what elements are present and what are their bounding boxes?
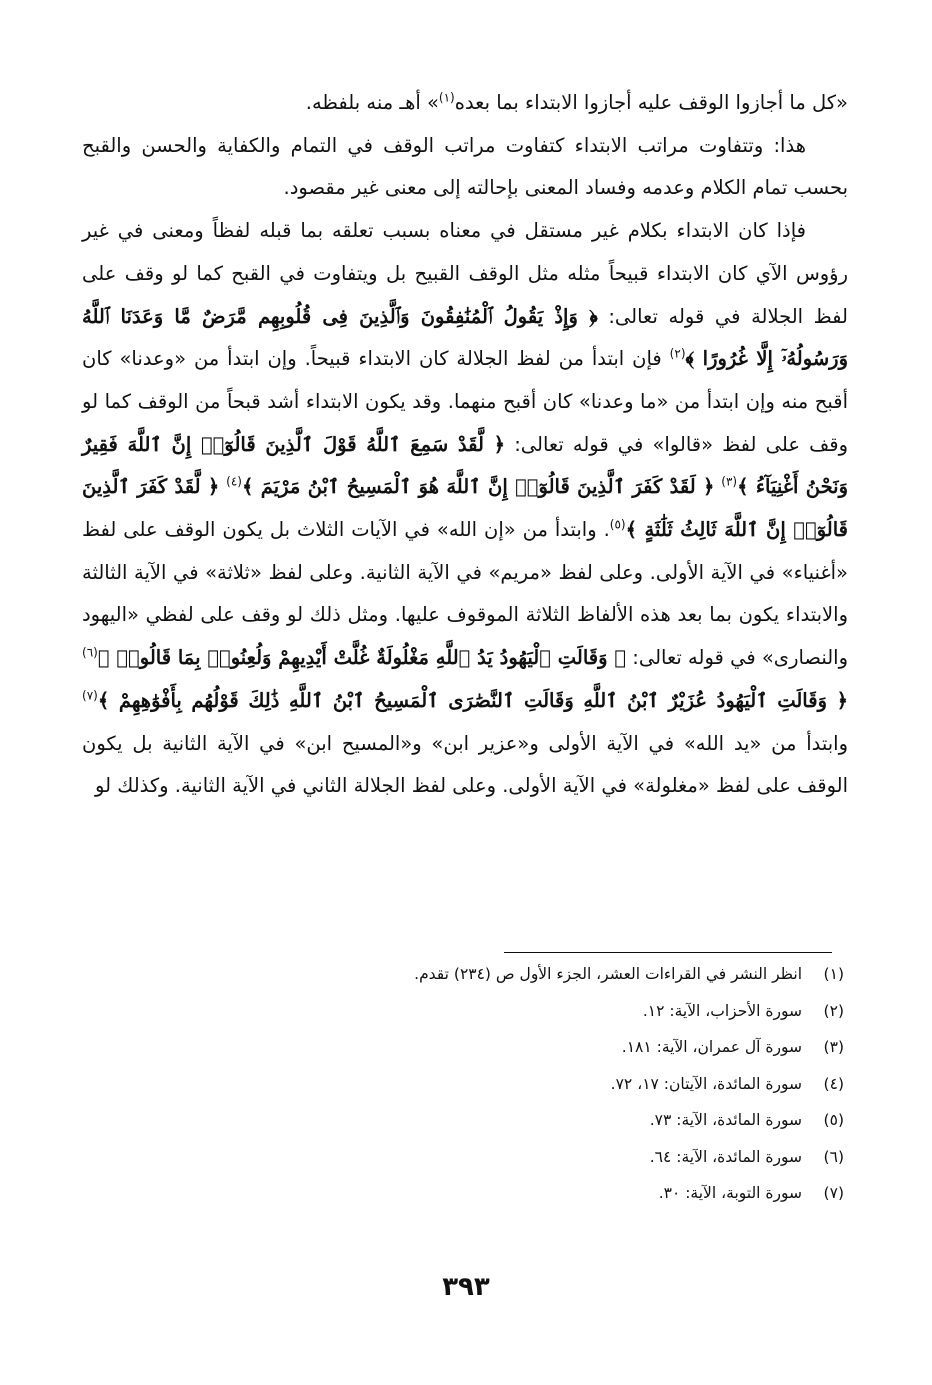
footnote xyxy=(284,956,844,993)
text-segment: . وابتدأ من «إن الله» في الآيات الثلاث بل يكون الوقف على لفظ «أغنياء» في الآية الأولى. وعلى لفظ «مريم» في الآية الثانية. وعلى لفظ «ثلاثة» في الآية الثالثة والابتداء يكون بما بعد هذه الألفاظ الثلاثة الموقوف عليها. ومثل ذلك لو وقف على لفظي «اليهود والنصارى» في قوله تعالى: xyxy=(82,518,849,670)
footnote xyxy=(284,1066,844,1103)
footnote-text: سورة المائدة، الآية: ٧٣. xyxy=(649,1111,802,1129)
footnotes-list xyxy=(284,956,844,1212)
footnote-text: سورة التوبة، الآية: ٣٠. xyxy=(658,1184,802,1202)
text-segment: «كل ما أجازوا الوقف عليه أجازوا الابتداء بما بعده xyxy=(454,91,848,114)
footnote-number: (٦) xyxy=(823,1147,844,1166)
footnote-text: سورة الأحزاب، الآية: ١٢. xyxy=(642,1001,802,1020)
text-segment: فإن ابتدأ من لفظ الجلالة كان الابتداء قبيحاً. وإن ابتدأ من «وعدنا» كان أقبح منه وإن ابتدأ من «ما وعدنا» كان أقبح منهما. وقد يكون الابتداء أشد قبحاً من الوقف كما لو وقف على لفظ «قالوا» في قوله تعالى: xyxy=(82,347,848,456)
footnote-number: (٧) xyxy=(823,1184,844,1202)
text-segment: فإذا كان الابتداء بكلام غير مستقل في معناه بسبب تعلقه بما قبله لفظاً ومعنى في غير رؤوس الآي كان الابتداء قبيحاً مثله مثل الوقف القبيح بل ويتفاوت في القبح كما لو وقف على لفظ الجلالة في قوله تعالى: xyxy=(82,219,848,328)
footnote-number: (٣) xyxy=(823,1038,844,1056)
footnote-ref: (٦) xyxy=(82,645,98,660)
footnote-number: (٥) xyxy=(823,1111,844,1129)
footnote-ref: (٧) xyxy=(82,688,98,703)
main-text xyxy=(82,82,848,808)
paragraph-2 xyxy=(82,125,848,210)
text-segment: » أهـ منه بلفظه. xyxy=(305,91,439,114)
footnote-separator xyxy=(504,952,832,953)
footnote xyxy=(284,993,844,1030)
footnote-number: (٤) xyxy=(823,1074,844,1093)
footnote-text: سورة آل عمران، الآية: ١٨١. xyxy=(621,1038,802,1056)
footnote xyxy=(284,1139,844,1176)
quran-verse: ﴿ وَإِذْ يَقُولُ ٱلْمُنَٰفِقُونَ وَٱلَّذِينَ فِى قُلُوبِهِم مَّرَضٌ مَّا وَعَدَنَا ٱللَّهُ وَرَسُولُهُۥٓ إِلَّا غُرُورًا ﴾ xyxy=(82,304,848,371)
footnote-ref: (٥) xyxy=(609,517,626,532)
paragraph-3 xyxy=(82,210,848,808)
footnote-text: سورة المائدة، الآيتان: ١٧، ٧٢. xyxy=(610,1074,802,1093)
text-segment: هذا: وتتفاوت مراتب الابتداء كتفاوت مراتب الوقف في التمام والكفاية والحسن والقبح بحسب تمام الكلام وعدمه وفساد المعنى بإحالته إلى معنى غير مقصود. xyxy=(82,133,848,200)
footnote xyxy=(284,1102,844,1139)
quran-verse: ﴿ لَّقَدْ كَفَرَ ٱلَّذِينَ قَالُوٓا۟ إِنَّ ٱللَّهَ ثَالِثُ ثَلَٰثَةٍ ﴾ xyxy=(82,475,848,542)
footnote-ref: (٢) xyxy=(669,346,686,361)
footnote xyxy=(284,1029,844,1066)
quran-verse: ﴿ لَّقَدْ سَمِعَ ٱللَّهُ قَوْلَ ٱلَّذِينَ قَالُوٓا۟ إِنَّ ٱللَّهَ فَقِيرٌ وَنَحْنُ أَغْنِيَآءُ ﴾ xyxy=(82,432,848,499)
footnote xyxy=(284,1175,844,1212)
footnote-number: (٢) xyxy=(823,1001,844,1020)
page-number: ٣٩٣ xyxy=(442,1272,490,1302)
quran-verse: ﴿ وَقَالَتِ ٱلْيَهُودُ عُزَيْرٌ ٱبْنُ ٱللَّهِ وَقَالَتِ ٱلنَّصَٰرَى ٱلْمَسِيحُ ٱبْنُ ٱللَّهِ ذَٰلِكَ قَوْلُهُم بِأَفْوَٰهِهِمْ ﴾ xyxy=(97,688,848,712)
footnote-number: (١) xyxy=(823,965,844,983)
text-segment: وابتدأ من «يد الله» في الآية الأولى و«عزير ابن» و«المسيح ابن» في الآية الثانية بل يكون الوقف على لفظ «مغلولة» في الآية الأولى. وعلى لفظ الجلالة الثاني في الآية الثانية. وكذلك لو xyxy=(82,731,848,798)
paragraph-1 xyxy=(82,82,848,125)
footnote-ref: (١) xyxy=(438,90,455,105)
footnote-ref: (٣) xyxy=(721,474,738,489)
quran-verse: ﴿ لَقَدْ كَفَرَ ٱلَّذِينَ قَالُوٓا۟ إِنَّ ٱللَّهَ هُوَ ٱلْمَسِيحُ ٱبْنُ مَرْيَمَ ﴾ xyxy=(241,475,715,499)
footnote-text: سورة المائدة، الآية: ٦٤. xyxy=(649,1147,802,1166)
quran-verse: ﴿ وَقَالَتِ ٱلْيَهُودُ يَدُ ٱللَّهِ مَغْلُولَةٌ غُلَّتْ أَيْدِيهِمْ وَلُعِنُوا۟ بِمَا قَالُوا۟ ﴾ xyxy=(97,646,627,670)
footnote-ref: (٤) xyxy=(226,474,242,489)
footnote-text: انظر النشر في القراءات العشر، الجزء الأول ص (٢٣٤) تقدم. xyxy=(414,965,802,983)
